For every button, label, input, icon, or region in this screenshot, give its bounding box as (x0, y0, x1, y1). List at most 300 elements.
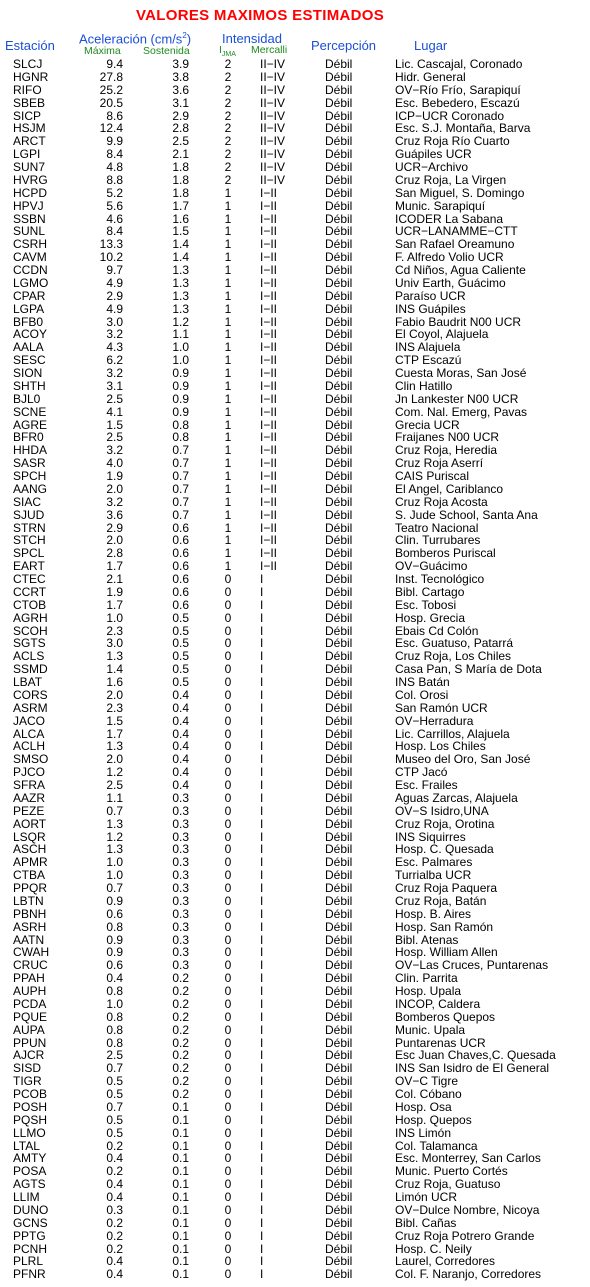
sustained-acceleration-cell: 0.5 (172, 636, 189, 651)
max-acceleration-cell: 1.5 (106, 417, 123, 432)
mercalli-intensity-cell: II−IV (260, 121, 286, 136)
jma-intensity-cell: 0 (224, 842, 232, 857)
max-acceleration-cell: 5.6 (106, 198, 123, 213)
table-row (0, 470, 590, 483)
perception-cell: Débil (325, 945, 353, 960)
sustained-acceleration-cell: 0.4 (172, 778, 189, 792)
jma-intensity-cell: 1 (224, 275, 232, 290)
sustained-acceleration-cell: 2.1 (172, 147, 189, 162)
mercalli-intensity-cell: I−II (260, 507, 278, 522)
max-acceleration-cell: 0.9 (106, 893, 123, 908)
location-cell: Puntarenas UCR (395, 1035, 486, 1050)
mercalli-intensity-cell: I (260, 1190, 264, 1204)
location-cell: Hosp. Grecia (395, 610, 466, 625)
mercalli-intensity-cell: I (260, 996, 264, 1011)
table-row (0, 818, 590, 831)
location-cell: Lic. Cascajal, Coronado (395, 57, 523, 71)
sustained-acceleration-cell: 1.3 (172, 301, 189, 316)
jma-intensity-cell: 2 (224, 134, 232, 149)
max-acceleration-cell: 4.0 (106, 456, 123, 471)
station-code-cell: SHTH (13, 378, 46, 393)
perception-cell: Débil (325, 803, 353, 818)
station-code-cell: PPAH (13, 971, 45, 986)
location-cell: Hosp. C. Quesada (395, 842, 494, 857)
location-cell: Esc. Bebedero, Escazú (395, 95, 520, 110)
jma-intensity-cell: 1 (224, 198, 232, 213)
perception-cell: Débil (325, 1022, 353, 1037)
mercalli-intensity-cell: I (260, 803, 264, 818)
jma-intensity-cell: 0 (224, 803, 232, 818)
jma-intensity-cell: 0 (224, 1112, 232, 1127)
location-cell: Fraijanes N00 UCR (395, 430, 500, 445)
max-acceleration-cell: 0.6 (106, 958, 123, 973)
jma-intensity-cell: 1 (224, 417, 232, 432)
mercalli-intensity-cell: I (260, 597, 264, 612)
sustained-acceleration-cell: 0.1 (172, 1202, 189, 1217)
header-estacion: Estación (5, 38, 55, 53)
table-row (0, 1011, 590, 1024)
location-cell: CAIS Puriscal (395, 469, 470, 483)
perception-cell: Débil (325, 288, 353, 303)
mercalli-intensity-cell: I (260, 855, 264, 870)
table-row (0, 959, 590, 972)
max-acceleration-cell: 0.2 (106, 1215, 123, 1230)
perception-cell: Débil (325, 121, 353, 136)
station-code-cell: LGPI (13, 147, 41, 162)
mercalli-intensity-cell: I−II (260, 430, 278, 445)
sustained-acceleration-cell: 0.1 (172, 1267, 189, 1282)
sustained-acceleration-cell: 0.1 (172, 1112, 189, 1127)
station-code-cell: BFR0 (13, 430, 44, 445)
mercalli-intensity-cell: I (260, 932, 264, 947)
sustained-acceleration-cell: 1.6 (172, 211, 189, 226)
jma-intensity-cell: 1 (224, 314, 232, 329)
station-code-cell: LGMO (13, 275, 49, 290)
perception-cell: Débil (325, 366, 353, 380)
location-cell: INCOP, Caldera (395, 996, 481, 1011)
perception-cell: Débil (325, 108, 353, 123)
mercalli-intensity-cell: I (260, 1151, 264, 1166)
station-code-cell: SGTS (13, 636, 46, 651)
station-code-cell: SICP (13, 108, 42, 123)
sustained-acceleration-cell: 1.3 (172, 263, 189, 277)
jma-intensity-cell: 1 (224, 185, 232, 200)
mercalli-intensity-cell: I (260, 649, 264, 664)
station-code-cell: SION (13, 366, 43, 380)
header-lugar: Lugar (414, 38, 448, 53)
sustained-acceleration-cell: 0.4 (172, 713, 189, 728)
jma-intensity-cell: 2 (224, 160, 232, 174)
location-cell: Bomberos Puriscal (395, 546, 496, 561)
station-code-cell: SUN7 (13, 160, 46, 174)
jma-intensity-cell: 0 (224, 662, 232, 677)
sustained-acceleration-cell: 0.6 (172, 559, 189, 574)
table-row (0, 676, 590, 689)
perception-cell: Débil (325, 520, 353, 535)
sustained-acceleration-cell: 0.2 (172, 1048, 189, 1063)
location-cell: Clin Hatillo (395, 378, 453, 393)
perception-cell: Débil (325, 417, 353, 432)
perception-cell: Débil (325, 1009, 353, 1024)
mercalli-intensity-cell: I−II (260, 378, 278, 393)
perception-cell: Débil (325, 778, 353, 792)
sustained-acceleration-cell: 0.1 (172, 1254, 189, 1269)
station-code-cell: PEZE (13, 803, 45, 818)
table-row (0, 71, 590, 84)
sustained-acceleration-cell: 0.3 (172, 881, 189, 895)
jma-intensity-cell: 0 (224, 687, 232, 702)
jma-intensity-cell: 0 (224, 726, 232, 741)
perception-cell: Débil (325, 1138, 353, 1153)
table-row (0, 444, 590, 457)
station-code-cell: CTEC (13, 572, 46, 586)
mercalli-intensity-cell: I (260, 1061, 264, 1076)
location-cell: Bibl. Atenas (395, 932, 459, 947)
perception-cell: Débil (325, 198, 353, 213)
perception-cell: Débil (325, 430, 353, 445)
max-acceleration-cell: 1.0 (106, 610, 123, 625)
station-code-cell: LBAT (13, 675, 43, 689)
max-acceleration-cell: 8.4 (106, 224, 123, 239)
perception-cell: Débil (325, 1087, 353, 1101)
table-row (0, 573, 590, 586)
station-code-cell: PPQR (13, 881, 48, 895)
sustained-acceleration-cell: 0.2 (172, 1074, 189, 1089)
jma-intensity-cell: 0 (224, 778, 232, 792)
mercalli-intensity-cell: I−II (260, 494, 278, 509)
jma-intensity-cell: 0 (224, 1125, 232, 1140)
station-code-cell: APMR (13, 855, 48, 870)
table-row (0, 509, 590, 522)
station-code-cell: AGRH (13, 610, 48, 625)
station-code-cell: PQUE (13, 1009, 48, 1024)
max-acceleration-cell: 6.2 (106, 353, 123, 368)
location-cell: Cruz Roja, Los Chiles (395, 649, 512, 664)
jma-intensity-cell: 0 (224, 1202, 232, 1217)
sustained-acceleration-cell: 1.3 (172, 288, 189, 303)
station-code-cell: HSJM (13, 121, 46, 136)
sustained-acceleration-cell: 0.5 (172, 662, 189, 677)
perception-cell: Débil (325, 893, 353, 908)
jma-intensity-cell: 2 (224, 147, 232, 162)
perception-cell: Débil (325, 765, 353, 780)
max-acceleration-cell: 2.5 (106, 430, 123, 445)
sustained-acceleration-cell: 0.3 (172, 803, 189, 818)
max-acceleration-cell: 9.7 (106, 263, 123, 277)
mercalli-intensity-cell: I−II (260, 263, 278, 277)
location-cell: CTP Jacó (395, 765, 448, 780)
sustained-acceleration-cell: 0.7 (172, 481, 189, 496)
station-code-cell: AAZR (13, 790, 46, 805)
location-cell: UCR−LANAMME−CTT (395, 224, 518, 239)
sustained-acceleration-cell: 0.7 (172, 494, 189, 509)
table-row (0, 779, 590, 792)
station-code-cell: SMSO (13, 752, 49, 767)
sustained-acceleration-cell: 0.3 (172, 906, 189, 921)
sustained-acceleration-cell: 0.9 (172, 378, 189, 393)
location-cell: Hosp. San Ramón (395, 919, 494, 934)
max-acceleration-cell: 0.2 (106, 1228, 123, 1243)
perception-cell: Débil (325, 1099, 353, 1114)
mercalli-intensity-cell: I (260, 1138, 264, 1153)
max-acceleration-cell: 2.0 (106, 481, 123, 496)
station-code-cell: STRN (13, 520, 46, 535)
sustained-acceleration-cell: 0.9 (172, 366, 189, 380)
location-cell: F. Alfredo Volio UCR (395, 250, 504, 265)
mercalli-intensity-cell: I−II (260, 250, 278, 265)
station-code-cell: PBNH (13, 906, 47, 921)
sustained-acceleration-cell: 1.5 (172, 224, 189, 239)
location-cell: Bomberos Quepos (395, 1009, 496, 1024)
station-code-cell: HHDA (13, 443, 48, 458)
mercalli-intensity-cell: I (260, 971, 264, 986)
mercalli-intensity-cell: I−II (260, 198, 278, 213)
station-code-cell: ALCA (13, 726, 45, 741)
sustained-acceleration-cell: 0.4 (172, 752, 189, 767)
station-code-cell: PFNR (13, 1267, 46, 1282)
mercalli-intensity-cell: I (260, 726, 264, 741)
mercalli-intensity-cell: II−IV (260, 95, 286, 110)
perception-cell: Débil (325, 314, 353, 329)
jma-intensity-cell: 0 (224, 855, 232, 870)
sustained-acceleration-cell: 1.7 (172, 198, 189, 213)
table-row (0, 84, 590, 97)
perception-cell: Débil (325, 275, 353, 290)
mercalli-intensity-cell: I−II (260, 481, 278, 496)
location-cell: Hosp. Los Chiles (395, 739, 486, 754)
sustained-acceleration-cell: 3.8 (172, 69, 189, 84)
mercalli-intensity-cell: II−IV (260, 172, 286, 187)
mercalli-intensity-cell: I−II (260, 559, 278, 574)
location-cell: Munic. Upala (395, 1022, 466, 1037)
jma-intensity-cell: 0 (224, 1074, 232, 1089)
max-acceleration-cell: 20.5 (99, 95, 123, 110)
location-cell: Fabio Baudrit N00 UCR (395, 314, 522, 329)
sustained-acceleration-cell: 0.7 (172, 469, 189, 483)
mercalli-intensity-cell: I (260, 1125, 264, 1140)
station-code-cell: POSA (13, 1164, 47, 1179)
table-row (0, 200, 590, 213)
station-code-cell: GCNS (13, 1215, 48, 1230)
station-code-cell: LLMO (13, 1125, 46, 1140)
sustained-acceleration-cell: 0.5 (172, 675, 189, 689)
station-code-cell: AMTY (13, 1151, 47, 1166)
location-cell: Bibl. Cañas (395, 1215, 457, 1230)
sustained-acceleration-cell: 1.3 (172, 275, 189, 290)
table-row (0, 328, 590, 341)
max-acceleration-cell: 1.9 (106, 469, 123, 483)
jma-intensity-cell: 1 (224, 340, 232, 355)
max-acceleration-cell: 1.2 (106, 765, 123, 780)
table-row (0, 728, 590, 741)
station-code-cell: HCPD (13, 185, 48, 200)
sustained-acceleration-cell: 0.2 (172, 996, 189, 1011)
jma-intensity-cell: 0 (224, 829, 232, 844)
jma-intensity-cell: 0 (224, 597, 232, 612)
station-code-cell: AORT (13, 816, 47, 831)
station-code-cell: HGNR (13, 69, 49, 84)
sustained-acceleration-cell: 2.8 (172, 121, 189, 136)
location-cell: Cruz Roja Acosta (395, 494, 488, 509)
mercalli-intensity-cell: I−II (260, 443, 278, 458)
station-code-cell: LTAL (13, 1138, 40, 1153)
jma-intensity-cell: 1 (224, 430, 232, 445)
max-acceleration-cell: 1.7 (106, 559, 123, 574)
sustained-acceleration-cell: 0.3 (172, 829, 189, 844)
sustained-acceleration-cell: 0.6 (172, 597, 189, 612)
location-cell: INS Guápiles (395, 301, 466, 316)
max-acceleration-cell: 12.4 (99, 121, 123, 136)
perception-cell: Débil (325, 816, 353, 831)
mercalli-intensity-cell: I (260, 623, 264, 638)
station-code-cell: CTBA (13, 868, 46, 883)
mercalli-intensity-cell: I (260, 1022, 264, 1037)
perception-cell: Débil (325, 842, 353, 857)
perception-cell: Débil (325, 82, 353, 97)
perception-cell: Débil (325, 572, 353, 586)
table-row (0, 856, 590, 869)
table-row (0, 547, 590, 560)
location-cell: Esc. S.J. Montaña, Barva (395, 121, 531, 136)
location-cell: Munic. Sarapiquí (395, 198, 486, 213)
perception-cell: Débil (325, 1215, 353, 1230)
max-acceleration-cell: 2.8 (106, 546, 123, 561)
location-cell: San Ramón UCR (395, 700, 488, 715)
jma-intensity-cell: 1 (224, 224, 232, 239)
sustained-acceleration-cell: 0.4 (172, 687, 189, 702)
perception-cell: Débil (325, 739, 353, 754)
mercalli-intensity-cell: II−IV (260, 160, 286, 174)
jma-intensity-cell: 0 (224, 636, 232, 651)
sustained-acceleration-cell: 0.8 (172, 430, 189, 445)
sustained-acceleration-cell: 1.8 (172, 172, 189, 187)
location-cell: Hosp. Quepos (395, 1112, 472, 1127)
jma-intensity-cell: 0 (224, 1087, 232, 1101)
location-cell: UCR−Archivo (395, 160, 469, 174)
max-acceleration-cell: 1.0 (106, 996, 123, 1011)
station-code-cell: HVRG (13, 172, 48, 187)
jma-intensity-cell: 0 (224, 765, 232, 780)
sustained-acceleration-cell: 1.0 (172, 353, 189, 368)
max-acceleration-cell: 0.3 (106, 1202, 123, 1217)
jma-intensity-cell: 0 (224, 649, 232, 664)
sustained-acceleration-cell: 0.5 (172, 623, 189, 638)
max-acceleration-cell: 2.3 (106, 700, 123, 715)
mercalli-intensity-cell: I−II (260, 224, 278, 239)
mercalli-intensity-cell: I−II (260, 520, 278, 535)
location-cell: Esc. Monterrey, San Carlos (395, 1151, 541, 1166)
location-cell: Turrialba UCR (395, 868, 472, 883)
sustained-acceleration-cell: 0.1 (172, 1177, 189, 1192)
jma-intensity-cell: 0 (224, 790, 232, 805)
location-cell: Univ Earth, Guácimo (395, 275, 506, 290)
sustained-acceleration-cell: 1.4 (172, 237, 189, 252)
station-code-cell: SFRA (13, 778, 46, 792)
jma-intensity-cell: 0 (224, 675, 232, 689)
max-acceleration-cell: 0.5 (106, 1074, 123, 1089)
perception-cell: Débil (325, 481, 353, 496)
location-cell: S. Jude School, Santa Ana (395, 507, 538, 522)
max-acceleration-cell: 8.6 (106, 108, 123, 123)
jma-intensity-cell: 0 (224, 752, 232, 767)
jma-intensity-cell: 2 (224, 57, 232, 71)
jma-intensity-cell: 1 (224, 211, 232, 226)
jma-intensity-cell: 0 (224, 1215, 232, 1230)
perception-cell: Débil (325, 147, 353, 162)
jma-intensity-cell: 0 (224, 610, 232, 625)
sustained-acceleration-cell: 0.3 (172, 816, 189, 831)
perception-cell: Débil (325, 649, 353, 664)
max-acceleration-cell: 0.2 (106, 1241, 123, 1256)
station-code-cell: PQSH (13, 1112, 48, 1127)
location-cell: Clin. Turrubares (395, 533, 481, 548)
max-acceleration-cell: 0.2 (106, 1138, 123, 1153)
station-code-cell: SISD (13, 1061, 42, 1076)
perception-cell: Débil (325, 675, 353, 689)
mercalli-intensity-cell: II−IV (260, 57, 286, 71)
perception-cell: Débil (325, 1241, 353, 1256)
max-acceleration-cell: 1.7 (106, 726, 123, 741)
mercalli-intensity-cell: I−II (260, 353, 278, 368)
jma-intensity-cell: 0 (224, 700, 232, 715)
jma-intensity-cell: 2 (224, 82, 232, 97)
station-code-cell: CWAH (13, 945, 50, 960)
perception-cell: Débil (325, 881, 353, 895)
station-table (0, 58, 590, 1281)
perception-cell: Débil (325, 250, 353, 265)
table-row (0, 264, 590, 277)
station-code-cell: ACOY (13, 327, 48, 342)
location-cell: CTP Escazú (395, 353, 462, 368)
perception-cell: Débil (325, 1202, 353, 1217)
mercalli-intensity-cell: I (260, 906, 264, 921)
sustained-acceleration-cell: 0.3 (172, 945, 189, 960)
perception-cell: Débil (325, 1112, 353, 1127)
max-acceleration-cell: 0.4 (106, 1267, 123, 1282)
max-acceleration-cell: 4.3 (106, 340, 123, 355)
max-acceleration-cell: 8.4 (106, 147, 123, 162)
perception-cell: Débil (325, 868, 353, 883)
jma-intensity-cell: 1 (224, 301, 232, 316)
jma-intensity-cell: 0 (224, 1228, 232, 1243)
perception-cell: Débil (325, 829, 353, 844)
station-code-cell: SUNL (13, 224, 46, 239)
location-cell: OV−Río Frío, Sarapiquí (395, 82, 521, 97)
header-aceleracion-close: ) (186, 31, 192, 47)
jma-intensity-cell: 1 (224, 494, 232, 509)
max-acceleration-cell: 2.0 (106, 533, 123, 548)
sustained-acceleration-cell: 0.6 (172, 520, 189, 535)
max-acceleration-cell: 25.2 (99, 82, 123, 97)
max-acceleration-cell: 0.7 (106, 1061, 123, 1076)
table-row (0, 1165, 590, 1178)
perception-cell: Débil (325, 687, 353, 702)
jma-intensity-cell: 2 (224, 69, 232, 84)
perception-cell: Débil (325, 160, 353, 174)
jma-intensity-cell: 0 (224, 623, 232, 638)
jma-intensity-cell: 1 (224, 404, 232, 419)
location-cell: OV−S Isidro,UNA (395, 803, 489, 818)
sustained-acceleration-cell: 0.2 (172, 1035, 189, 1050)
location-cell: Cd Niños, Agua Caliente (395, 263, 526, 277)
sustained-acceleration-cell: 1.1 (172, 327, 189, 342)
jma-intensity-cell: 1 (224, 520, 232, 535)
max-acceleration-cell: 0.6 (106, 906, 123, 921)
mercalli-intensity-cell: I (260, 1267, 264, 1282)
max-acceleration-cell: 0.7 (106, 881, 123, 895)
mercalli-intensity-cell: I (260, 1048, 264, 1063)
sustained-acceleration-cell: 0.1 (172, 1099, 189, 1114)
